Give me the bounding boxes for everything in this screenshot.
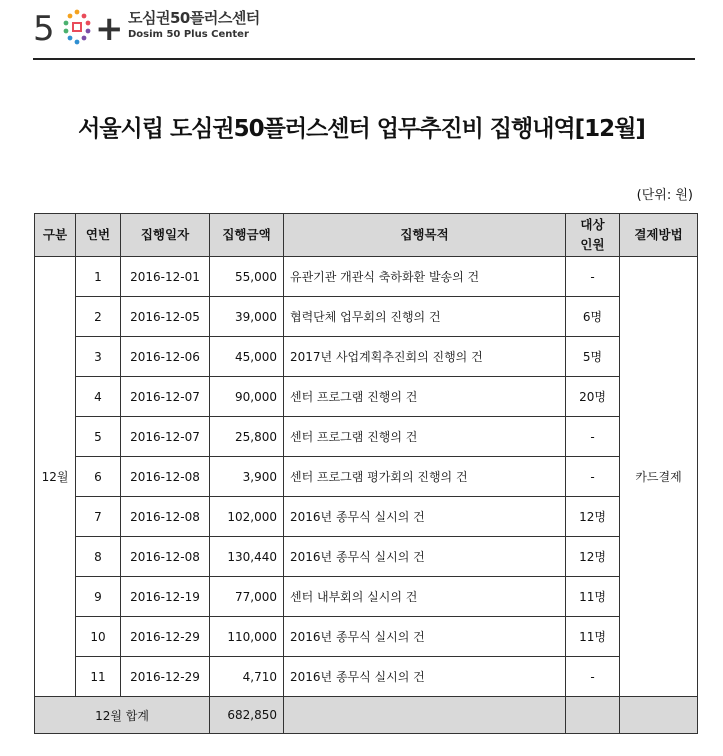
header-purpose: 집행목적 (284, 214, 566, 257)
seq-cell: 6 (76, 457, 121, 497)
target-cell: - (566, 457, 620, 497)
purpose-cell: 2016년 종무식 실시의 건 (284, 537, 566, 577)
purpose-cell: 센터 프로그램 진행의 건 (284, 377, 566, 417)
logo-digit: 5 (33, 9, 55, 46)
header-seq: 연번 (76, 214, 121, 257)
date-cell: 2016-12-05 (121, 297, 210, 337)
purpose-cell: 2017년 사업계획추진회의 진행의 건 (284, 337, 566, 377)
purpose-cell: 2016년 종무식 실시의 건 (284, 617, 566, 657)
table-row (35, 297, 698, 337)
purpose-cell: 2016년 종무식 실시의 건 (284, 657, 566, 697)
logo-icon (33, 6, 128, 46)
unit-note: (단위: 원) (636, 188, 693, 203)
target-cell: - (566, 657, 620, 697)
table-row (35, 377, 698, 417)
amount-cell: 55,000 (210, 257, 284, 297)
total-empty-payment (620, 697, 698, 734)
amount-cell: 110,000 (210, 617, 284, 657)
table-row (35, 337, 698, 377)
purpose-cell: 유관기관 개관식 축하화환 발송의 건 (284, 257, 566, 297)
expense-table (34, 213, 698, 734)
table-row (35, 577, 698, 617)
amount-cell: 3,900 (210, 457, 284, 497)
table-row (35, 657, 698, 697)
amount-cell: 130,440 (210, 537, 284, 577)
header-payment: 결제방법 (620, 214, 698, 257)
seq-cell: 11 (76, 657, 121, 697)
page-header (0, 0, 723, 62)
category-cell: 12월 (35, 257, 76, 697)
date-cell: 2016-12-01 (121, 257, 210, 297)
target-cell: 6명 (566, 297, 620, 337)
date-cell: 2016-12-19 (121, 577, 210, 617)
table-row (35, 497, 698, 537)
seq-cell: 10 (76, 617, 121, 657)
purpose-cell: 협력단체 업무회의 진행의 건 (284, 297, 566, 337)
seq-cell: 3 (76, 337, 121, 377)
logo-english: Dosim 50 Plus Center (128, 29, 249, 40)
amount-cell: 4,710 (210, 657, 284, 697)
date-cell: 2016-12-07 (121, 377, 210, 417)
date-cell: 2016-12-06 (121, 337, 210, 377)
header-divider (33, 58, 695, 60)
purpose-cell: 센터 프로그램 진행의 건 (284, 417, 566, 457)
date-cell: 2016-12-08 (121, 457, 210, 497)
table-row (35, 457, 698, 497)
amount-cell: 90,000 (210, 377, 284, 417)
date-cell: 2016-12-08 (121, 497, 210, 537)
seq-cell: 2 (76, 297, 121, 337)
target-cell: 12명 (566, 497, 620, 537)
target-cell: 11명 (566, 577, 620, 617)
table-row (35, 537, 698, 577)
date-cell: 2016-12-29 (121, 617, 210, 657)
logo-text (128, 9, 260, 42)
date-cell: 2016-12-07 (121, 417, 210, 457)
total-empty-target (566, 697, 620, 734)
header-target-line1: 대상 (580, 217, 605, 232)
amount-cell: 102,000 (210, 497, 284, 537)
target-cell: 12명 (566, 537, 620, 577)
amount-cell: 39,000 (210, 297, 284, 337)
page-title: 서울시립 도심권50플러스센터 업무추진비 집행내역[12월] (78, 116, 645, 142)
purpose-cell: 센터 내부회의 실시의 건 (284, 577, 566, 617)
seq-cell: 8 (76, 537, 121, 577)
seq-cell: 9 (76, 577, 121, 617)
target-cell: - (566, 257, 620, 297)
purpose-cell: 2016년 종무식 실시의 건 (284, 497, 566, 537)
seq-cell: 5 (76, 417, 121, 457)
table-row (35, 617, 698, 657)
target-cell: 11명 (566, 617, 620, 657)
amount-cell: 25,800 (210, 417, 284, 457)
seq-cell: 7 (76, 497, 121, 537)
seq-cell: 1 (76, 257, 121, 297)
total-empty-purpose (284, 697, 566, 734)
total-row (35, 697, 698, 734)
amount-cell: 77,000 (210, 577, 284, 617)
payment-cell: 카드결제 (620, 257, 698, 697)
date-cell: 2016-12-08 (121, 537, 210, 577)
total-amount: 682,850 (210, 697, 284, 734)
logo-korean: 도심권50플러스센터 (128, 9, 260, 27)
header-date: 집행일자 (121, 214, 210, 257)
header-amount: 집행금액 (210, 214, 284, 257)
header-target-line2: 인원 (580, 237, 605, 252)
seq-cell: 4 (76, 377, 121, 417)
amount-cell: 45,000 (210, 337, 284, 377)
header-category: 구분 (35, 214, 76, 257)
table-row (35, 257, 698, 297)
header-target (566, 214, 620, 257)
target-cell: - (566, 417, 620, 457)
table-row (35, 417, 698, 457)
purpose-cell: 센터 프로그램 평가회의 진행의 건 (284, 457, 566, 497)
table-header-row (35, 214, 698, 257)
target-cell: 5명 (566, 337, 620, 377)
date-cell: 2016-12-29 (121, 657, 210, 697)
target-cell: 20명 (566, 377, 620, 417)
logo-plus: + (95, 9, 124, 46)
total-label: 12월 합계 (35, 697, 210, 734)
